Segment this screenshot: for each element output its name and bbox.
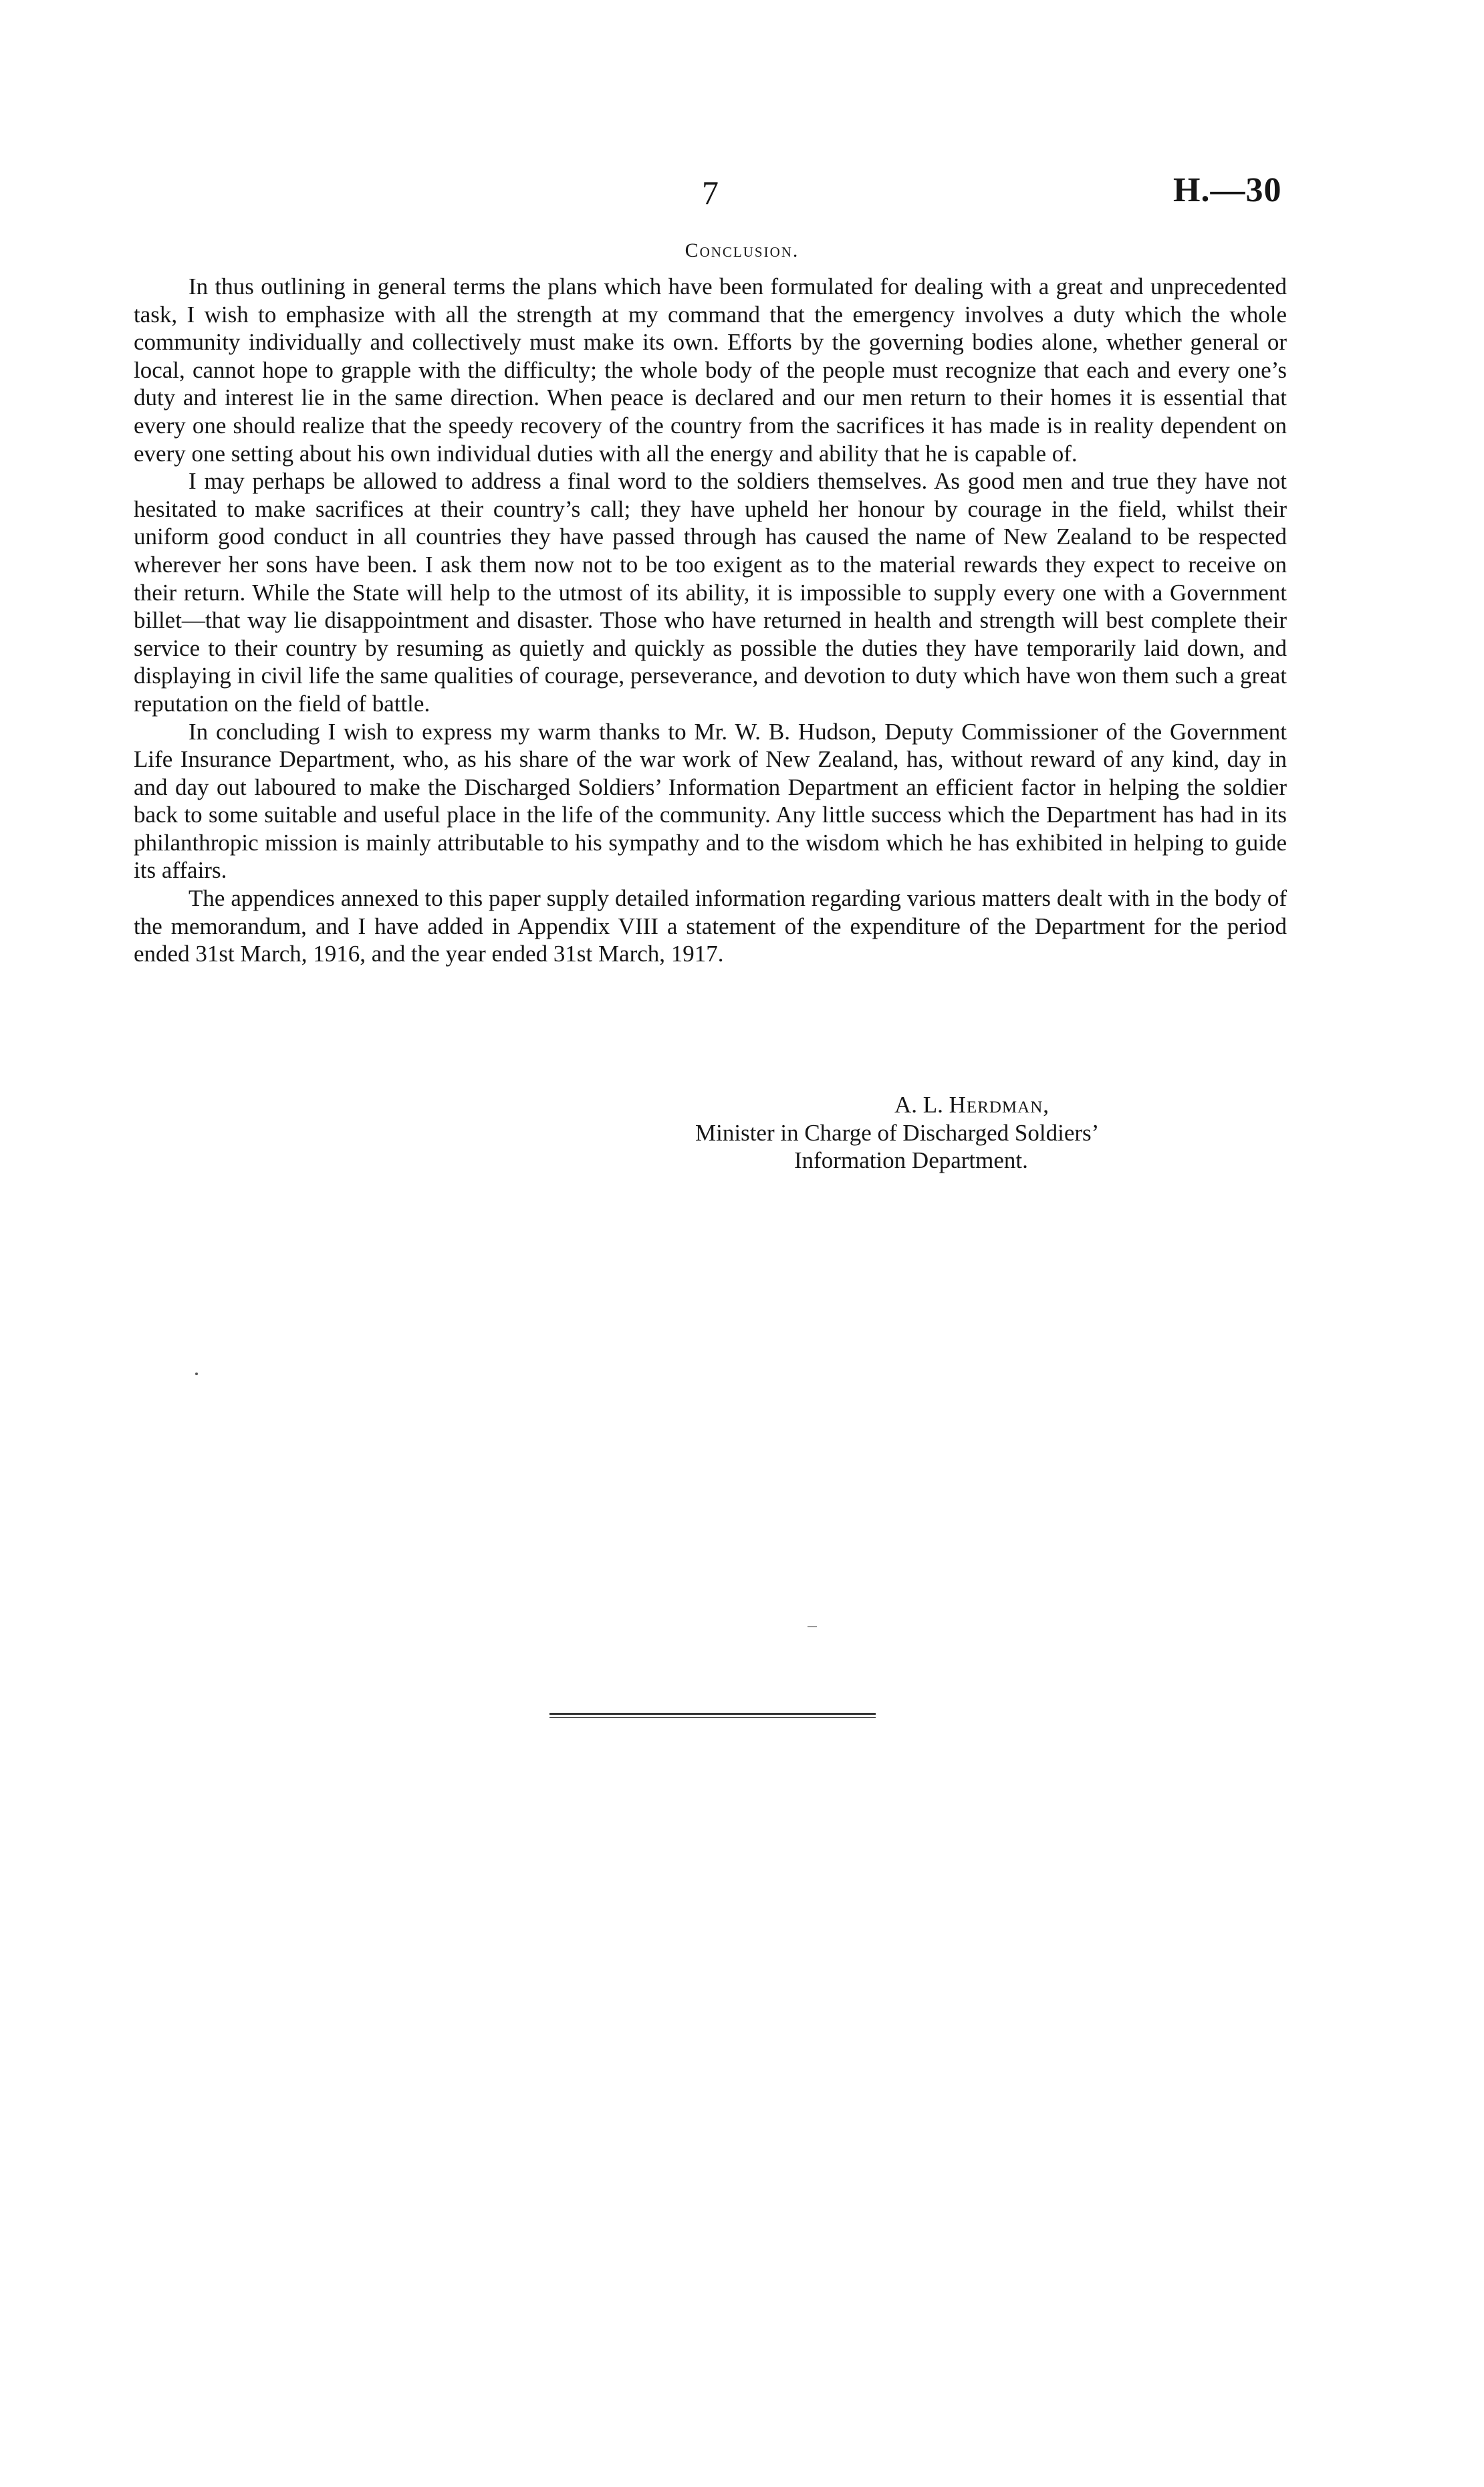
paragraph-1: In thus outlining in general terms the plans which have been formulated for dealing with a great and unprecedented task, I wish to emphasize with all the strength at my command that the emergency involves a duty which the whole community individually and collectively must make its own. Efforts by the governing bodies alone, whether general or local, cannot hope to grapple with the difficulty; the whole body of the people must recognize that each and every one’s duty and interest lie in the same direction. When peace is declared and our men return to their homes it is essential that every one should realize that the speedy recovery of the country from the sacrifices it has made is in reality dependent on every one setting about his own individual duties with all the energy and ability that he is capable of.: [134, 273, 1287, 467]
end-rule-bottom: [549, 1717, 876, 1718]
signatory-title: Minister in Charge of Discharged Soldiers’: [695, 1119, 1100, 1146]
paragraph-2: I may perhaps be allowed to address a final word to the soldiers themselves. As good men and true they have not hesitated to make sacrifices at their country’s call; they have upheld her honour by courage in the field, whilst their uniform good conduct in all countries they have passed through has caused the name of New Zealand to be respected wherever her sons have been. I ask them now not to be too exigent as to the material rewards they expect to receive on their return. While the State will help to the utmost of its ability, it is impossible to supply every one with a Government billet—that way lie disappointment and disaster. Those who have returned in health and strength will best complete their service to their country by resuming as quietly and quickly as possible the duties they have temporarily laid down, and displaying in civil life the same qualities of courage, perseverance, and devotion to duty which have won them such a great reputation on the field of battle.: [134, 468, 1287, 717]
signatory-department: Information Department.: [794, 1147, 1028, 1174]
signatory-surname: Herdman,: [949, 1092, 1050, 1118]
signatory-initials: A. L.: [894, 1092, 943, 1118]
page-number: 7: [702, 174, 719, 211]
body-text: [134, 273, 1287, 968]
scan-mark: [808, 1626, 817, 1627]
paragraph-4: The appendices annexed to this paper supply detailed information regarding various matters dealt with in the body of the memorandum, and I have added in Appendix VIII a statement of the expenditure of the Department for the period ended 31st March, 1916, and the year ended 31st March, 1917.: [134, 885, 1287, 967]
signatory-name: [894, 1091, 1297, 1119]
paragraph-3: In concluding I wish to express my warm thanks to Mr. W. B. Hudson, Deputy Commissioner of the Government Life Insurance Department, who, as his share of the war work of New Zealand, has, without reward of any kind, day in and day out laboured to make the Discharged Soldiers’ Information Department an efficient factor in helping the soldier back to some suitable and useful place in the life of the community. Any little success which the Department has had in its philanthropic mission is mainly attributable to his sympathy and to the wisdom which he has exhibited in helping to guide its affairs.: [134, 718, 1287, 884]
scan-speck: [195, 1373, 198, 1375]
document-code: H.—30: [1173, 171, 1282, 209]
end-rule-top: [549, 1713, 876, 1715]
signature-block: [695, 1091, 1297, 1175]
end-rule: [549, 1713, 876, 1720]
section-heading: Conclusion.: [685, 239, 799, 261]
